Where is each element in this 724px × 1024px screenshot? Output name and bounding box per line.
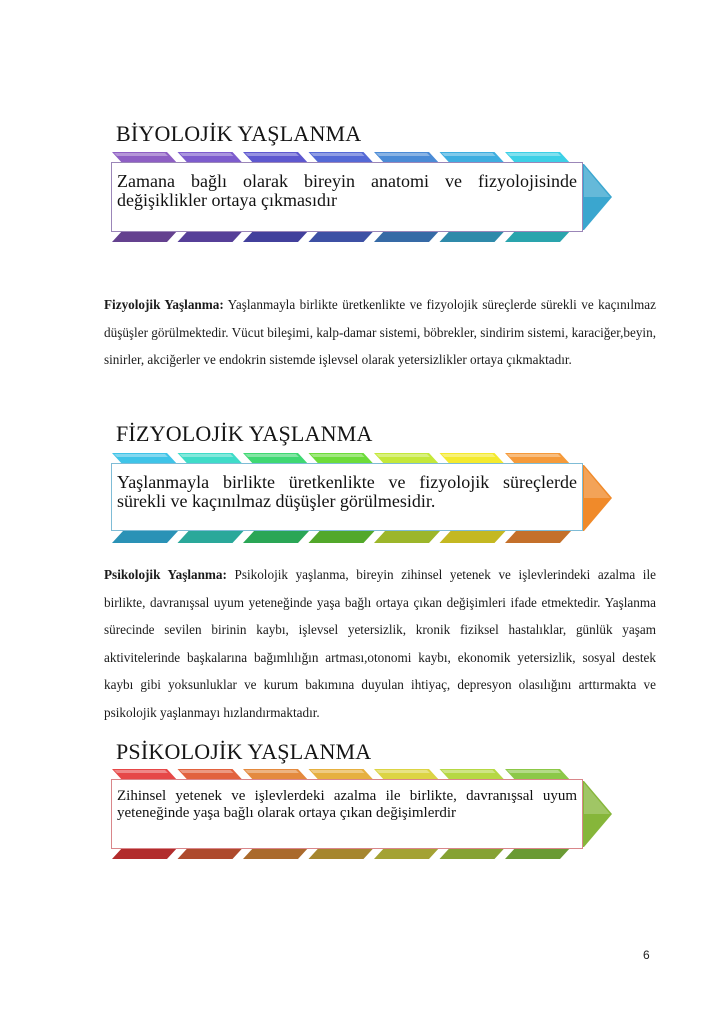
paragraph-psikolojik: [104, 561, 656, 726]
chevron-highlight-2: [245, 454, 299, 457]
chevron-highlight-5: [442, 454, 496, 457]
chevron-highlight-0: [114, 454, 168, 457]
paragraph-fizyolojik: [104, 291, 656, 374]
definition-box-biyolojik: Zamana bağlı olarak bireyin anatomi ve fizyolojisinde değişiklikler ortaya çıkmasıdır: [111, 162, 583, 232]
page-number: 6: [643, 948, 650, 962]
chevron-highlight-3: [311, 770, 365, 773]
chevron-highlight-0: [114, 153, 168, 156]
paragraph-body-psikolojik: Psikolojik yaşlanma, bireyin zihinsel yetenek ve işlevlerindeki azalma ile birlikte, davranışsal uyum yeteneğinde yaşa bağlı ortaya çıkan değişimleri ifade etmektedir. Yaşlanma sürecinde sevilen birinin kaybı, işlevsel yetersizlik, kronik fiziksel hastalıklar, günlük yaşam aktivitelerinde başkalarına bağımlılığın artması,otonomi kaybı, ekonomik yetersizlik, sosyal destek kaybı gibi yoksunluklar ve kurum bakımına duyulan ihtiyaç, depresyon olasılığını arttırmakta ve psikolojik yaşlanmayı hızlandırmaktadır.: [104, 567, 656, 720]
chevron-highlight-1: [180, 454, 234, 457]
definition-box-fizyolojik: Yaşlanmayla birlikte üretkenlikte ve fizyolojik süreçlerde sürekli ve kaçınılmaz düşüşler görülmesidir.: [111, 463, 583, 531]
chevron-highlight-2: [245, 770, 299, 773]
chevron-highlight-0: [114, 770, 168, 773]
chevron-highlight-4: [376, 770, 430, 773]
chevron-highlight-4: [376, 153, 430, 156]
chevron-highlight-3: [311, 454, 365, 457]
chevron-bottom-3: [309, 531, 375, 543]
banner-title-psikolojik: PSİKOLOJİK YAŞLANMA: [116, 739, 372, 764]
chevron-bottom-1: [178, 531, 244, 543]
chevron-highlight-6: [507, 770, 561, 773]
chevron-bottom-5: [440, 531, 506, 543]
chevron-highlight-5: [442, 770, 496, 773]
chevron-bottom-6: [505, 531, 571, 543]
chevron-highlight-6: [507, 153, 561, 156]
chevron-bottom-0: [112, 531, 178, 543]
definition-box-psikolojik: Zihinsel yetenek ve işlevlerdeki azalma ile birlikte, davranışsal uyum yeteneğinde yaşa bağlı olarak ortaya çıkan değişimlerdir: [111, 779, 583, 849]
chevron-highlight-5: [442, 153, 496, 156]
paragraph-label-psikolojik: Psikolojik Yaşlanma:: [104, 567, 227, 582]
chevron-bottom-2: [243, 531, 309, 543]
paragraph-label-fizyolojik: Fizyolojik Yaşlanma:: [104, 297, 224, 312]
chevron-highlight-4: [376, 454, 430, 457]
chevron-bottom-4: [374, 531, 440, 543]
chevron-highlight-1: [180, 153, 234, 156]
chevron-highlight-3: [311, 153, 365, 156]
chevron-highlight-1: [180, 770, 234, 773]
paragraph-body-fizyolojik: Yaşlanmayla birlikte üretkenlikte ve fizyolojik süreçlerde sürekli ve kaçınılmaz düşüşler görülmektedir. Vücut bileşimi, kalp-damar sistemi, böbrekler, sindirim sistemi, karaciğer,beyin, sinirler, akciğerler ve endokrin sistemde işlevsel olarak yetersizlikler ortaya çıkmaktadır.: [104, 297, 656, 367]
banner-title-fizyolojik: FİZYOLOJİK YAŞLANMA: [116, 421, 373, 446]
banner-title-biyolojik: BİYOLOJİK YAŞLANMA: [116, 121, 362, 146]
chevron-highlight-6: [507, 454, 561, 457]
chevron-highlight-2: [245, 153, 299, 156]
